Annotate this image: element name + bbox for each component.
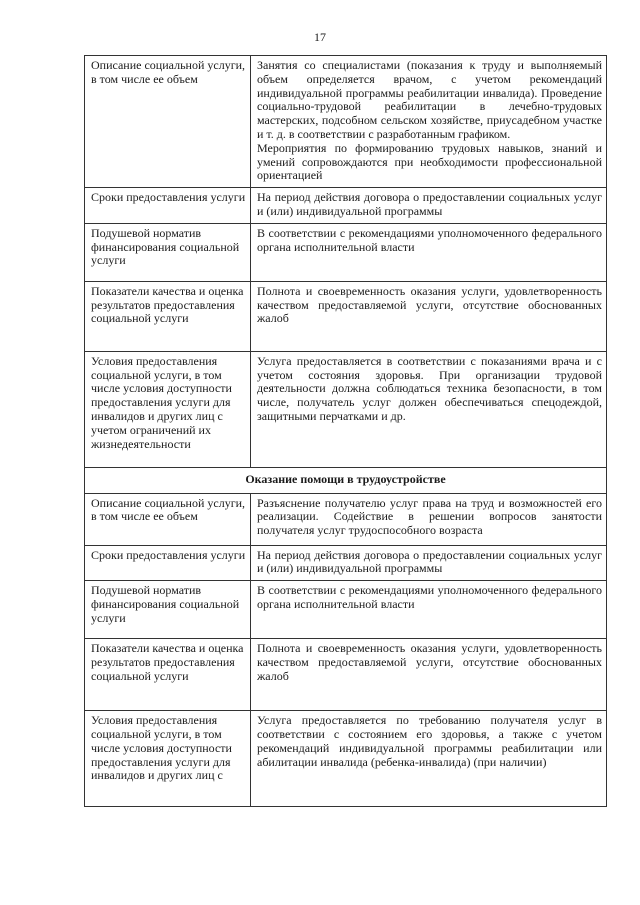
description-paragraph: Разъяснение получателю услуг права на труд и возможностей его реализации. Содействие в решении вопросов занятости получателя услуг трудоспособного возраста: [257, 495, 602, 538]
table-row: [85, 223, 607, 281]
table-row: [85, 545, 607, 581]
row-label: Описание социальной услуги, в том числе ее объем: [85, 56, 251, 188]
description-paragraph: На период действия договора о предоставлении социальных услуг и (или) индивидуальной программы: [257, 547, 602, 576]
page-number: 17: [314, 30, 326, 44]
table-row: [85, 56, 607, 188]
table-row: [85, 711, 607, 807]
services-table: [84, 55, 607, 807]
description-paragraph: Полнота и своевременность оказания услуги, удовлетворенность качеством предоставляемой услуги, отсутствие обоснованных жалоб: [257, 283, 602, 326]
row-label: Сроки предоставления услуги: [85, 188, 251, 224]
row-label: Условия предоставления социальной услуги, в том числе условия доступности предоставления услуги для инвалидов и других лиц с учетом ограничений их жизнедеятельности: [85, 351, 251, 467]
description-paragraph: Мероприятия по формированию трудовых навыков, знаний и умений сопровождаются при необходимости профессиональной ориентацией: [257, 140, 602, 183]
row-description: [251, 711, 607, 807]
row-description: [251, 639, 607, 711]
description-paragraph: В соответствии с рекомендациями уполномоченного федерального органа исполнительной власти: [257, 583, 602, 611]
description-paragraph: Занятия со специалистами (показания к труду и выполняемый объем определяется врачом, с учетом рекомендаций индивидуальной программы реабилитации инвалида). Проведение социально-трудовой реабилитации в лечебно-трудовых мастерских, подсобном сельском хозяйстве, приусадебном участке и т. д. в соответствии с разработанным графиком.: [257, 58, 602, 141]
table-row: [85, 188, 607, 224]
row-description: [251, 351, 607, 467]
row-label: Показатели качества и оценка результатов предоставления социальной услуги: [85, 281, 251, 351]
row-description: [251, 493, 607, 545]
row-label: Сроки предоставления услуги: [85, 545, 251, 581]
table-row: [85, 581, 607, 639]
description-paragraph: Полнота и своевременность оказания услуги, удовлетворенность качеством предоставляемой услуги, отсутствие обоснованных жалоб: [257, 641, 602, 683]
row-description: [251, 545, 607, 581]
row-label: Описание социальной услуги, в том числе ее объем: [85, 493, 251, 545]
table-row: [85, 493, 607, 545]
row-label: Показатели качества и оценка результатов предоставления социальной услуги: [85, 639, 251, 711]
table-row: [85, 281, 607, 351]
row-label: Подушевой норматив финансирования социальной услуги: [85, 581, 251, 639]
row-description: [251, 581, 607, 639]
row-label: Подушевой норматив финансирования социальной услуги: [85, 223, 251, 281]
row-label: Условия предоставления социальной услуги, в том числе условия доступности предоставления услуги для инвалидов и других лиц с: [85, 711, 251, 807]
description-paragraph: В соответствии с рекомендациями уполномоченного федерального органа исполнительной власти: [257, 225, 602, 254]
description-paragraph: На период действия договора о предоставлении социальных услуг и (или) индивидуальной программы: [257, 190, 602, 218]
row-description: [251, 188, 607, 224]
description-paragraph: Услуга предоставляется по требованию получателя услуг в соответствии с состоянием его здоровья, а также с учетом рекомендаций индивидуальной программы реабилитации или абилитации инвалида (ребенка-инвалида) (при наличии): [257, 713, 602, 769]
row-description: [251, 281, 607, 351]
row-description: [251, 223, 607, 281]
table-row: [85, 351, 607, 467]
section-header-row: [85, 467, 607, 493]
row-description: [251, 56, 607, 188]
section-title: Оказание помощи в трудоустройстве: [85, 467, 607, 493]
table-row: [85, 639, 607, 711]
description-paragraph: Услуга предоставляется в соответствии с показаниями врача и с учетом состояния здоровья. При организации трудовой деятельности должна соблюдаться техника безопасности, в том числе, получатель услуг должен обеспечиваться спецодеждой, защитными перчатками и др.: [257, 353, 602, 423]
